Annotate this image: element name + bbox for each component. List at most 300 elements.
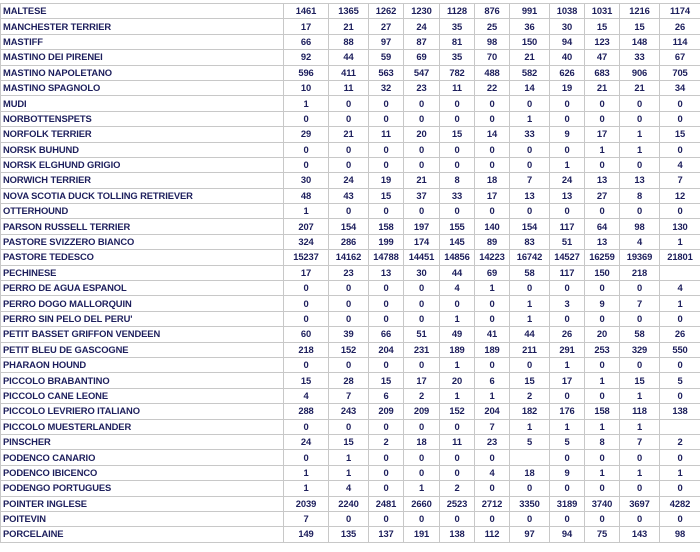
count-cell: 0: [440, 204, 475, 219]
table-row: [1, 96, 700, 111]
count-cell: 0: [329, 419, 369, 434]
count-cell: 1: [284, 465, 329, 480]
table-row: [1, 111, 700, 126]
count-cell: 23: [475, 434, 510, 449]
count-cell: 1: [284, 204, 329, 219]
table-row: [1, 373, 700, 388]
count-cell: 19: [369, 173, 404, 188]
count-cell: 0: [369, 311, 404, 326]
count-cell: 0: [369, 296, 404, 311]
count-cell: 2039: [284, 496, 329, 511]
count-cell: 0: [585, 204, 620, 219]
count-cell: 21801: [660, 250, 700, 265]
count-cell: 64: [585, 219, 620, 234]
count-cell: 1: [475, 388, 510, 403]
table-row: [1, 311, 700, 326]
count-cell: 6: [475, 373, 510, 388]
breed-name-cell: PICCOLO BRABANTINO: [1, 373, 284, 388]
count-cell: 11: [369, 127, 404, 142]
count-cell: 329: [620, 342, 660, 357]
count-cell: 0: [475, 142, 510, 157]
count-cell: 0: [440, 450, 475, 465]
breed-name-cell: OTTERHOUND: [1, 204, 284, 219]
count-cell: 411: [329, 65, 369, 80]
count-cell: 158: [369, 219, 404, 234]
count-cell: 0: [284, 357, 329, 372]
breed-name-cell: NORFOLK TERRIER: [1, 127, 284, 142]
count-cell: 67: [660, 50, 700, 65]
count-cell: 30: [550, 19, 585, 34]
count-cell: 97: [369, 34, 404, 49]
count-cell: 140: [475, 219, 510, 234]
count-cell: 243: [329, 404, 369, 419]
count-cell: 18: [404, 434, 440, 449]
count-cell: 0: [369, 204, 404, 219]
table-row: [1, 281, 700, 296]
count-cell: 1: [284, 481, 329, 496]
breed-name-cell: NORSK BUHUND: [1, 142, 284, 157]
count-cell: 0: [475, 481, 510, 496]
count-cell: 112: [475, 527, 510, 542]
count-cell: 88: [329, 34, 369, 49]
count-cell: 135: [329, 527, 369, 542]
count-cell: 18: [510, 465, 550, 480]
count-cell: 0: [550, 481, 585, 496]
count-cell: 1174: [660, 4, 700, 19]
count-cell: 0: [475, 111, 510, 126]
count-cell: 189: [475, 342, 510, 357]
breed-name-cell: PECHINESE: [1, 265, 284, 280]
count-cell: 44: [329, 50, 369, 65]
count-cell: 48: [284, 188, 329, 203]
count-cell: 0: [620, 357, 660, 372]
count-cell: 138: [440, 527, 475, 542]
count-cell: 1: [440, 311, 475, 326]
count-cell: 0: [440, 419, 475, 434]
count-cell: 51: [404, 327, 440, 342]
count-cell: 26: [550, 327, 585, 342]
count-cell: 0: [369, 157, 404, 172]
count-cell: 33: [510, 127, 550, 142]
count-cell: 4282: [660, 496, 700, 511]
count-cell: 0: [510, 142, 550, 157]
count-cell: 13: [550, 188, 585, 203]
count-cell: 209: [404, 404, 440, 419]
count-cell: 1038: [550, 4, 585, 19]
count-cell: 1: [620, 127, 660, 142]
count-cell: 24: [329, 173, 369, 188]
count-cell: 0: [329, 311, 369, 326]
count-cell: 4: [284, 388, 329, 403]
count-cell: 9: [585, 296, 620, 311]
count-cell: 0: [660, 357, 700, 372]
breed-name-cell: MUDI: [1, 96, 284, 111]
count-cell: 17: [475, 188, 510, 203]
count-cell: 118: [620, 404, 660, 419]
count-cell: 7: [284, 511, 329, 526]
count-cell: 15: [620, 19, 660, 34]
count-cell: 11: [440, 434, 475, 449]
breed-name-cell: PETIT BLEU DE GASCOGNE: [1, 342, 284, 357]
count-cell: 114: [660, 34, 700, 49]
count-cell: 324: [284, 234, 329, 249]
count-cell: 0: [329, 357, 369, 372]
breed-name-cell: MASTINO SPAGNOLO: [1, 80, 284, 95]
count-cell: 23: [404, 80, 440, 95]
count-cell: 0: [404, 204, 440, 219]
count-cell: 0: [620, 204, 660, 219]
count-cell: 1: [660, 465, 700, 480]
count-cell: 0: [550, 111, 585, 126]
table-row: [1, 204, 700, 219]
breed-name-cell: PETIT BASSET GRIFFON VENDEEN: [1, 327, 284, 342]
count-cell: 123: [585, 34, 620, 49]
count-cell: 0: [440, 157, 475, 172]
count-cell: 0: [620, 481, 660, 496]
count-cell: 20: [585, 327, 620, 342]
count-cell: [660, 419, 700, 434]
count-cell: 15: [369, 373, 404, 388]
count-cell: 138: [660, 404, 700, 419]
count-cell: 0: [284, 142, 329, 157]
count-cell: 149: [284, 527, 329, 542]
count-cell: 94: [550, 527, 585, 542]
count-cell: 8: [620, 188, 660, 203]
table-row: [1, 465, 700, 480]
count-cell: 1: [550, 357, 585, 372]
count-cell: 0: [585, 450, 620, 465]
count-cell: 288: [284, 404, 329, 419]
breed-name-cell: PERRO DOGO MALLORQUIN: [1, 296, 284, 311]
count-cell: 0: [369, 142, 404, 157]
count-cell: 14223: [475, 250, 510, 265]
count-cell: 155: [440, 219, 475, 234]
count-cell: 14451: [404, 250, 440, 265]
count-cell: 14527: [550, 250, 585, 265]
count-cell: 150: [510, 34, 550, 49]
count-cell: 60: [284, 327, 329, 342]
count-cell: 26: [660, 327, 700, 342]
count-cell: 0: [369, 96, 404, 111]
count-cell: 1: [510, 419, 550, 434]
table-row: [1, 404, 700, 419]
breed-name-cell: MALTESE: [1, 4, 284, 19]
breed-name-cell: MASTINO NAPOLETANO: [1, 65, 284, 80]
table-row: [1, 511, 700, 526]
count-cell: 11: [329, 80, 369, 95]
count-cell: 15237: [284, 250, 329, 265]
count-cell: 0: [404, 465, 440, 480]
count-cell: 0: [404, 511, 440, 526]
count-cell: 3740: [585, 496, 620, 511]
count-cell: 0: [620, 157, 660, 172]
count-cell: 98: [620, 219, 660, 234]
count-cell: 0: [404, 157, 440, 172]
count-cell: [510, 450, 550, 465]
count-cell: 15: [369, 188, 404, 203]
count-cell: 0: [369, 511, 404, 526]
count-cell: 5: [550, 434, 585, 449]
count-cell: 1: [404, 481, 440, 496]
count-cell: 1: [329, 450, 369, 465]
count-cell: 176: [550, 404, 585, 419]
count-cell: 0: [550, 281, 585, 296]
count-cell: 0: [585, 111, 620, 126]
count-cell: 0: [510, 96, 550, 111]
count-cell: 26: [660, 19, 700, 34]
count-cell: 0: [284, 111, 329, 126]
table-row: [1, 265, 700, 280]
count-cell: 0: [329, 296, 369, 311]
table-row: [1, 188, 700, 203]
count-cell: 25: [475, 19, 510, 34]
count-cell: 1262: [369, 4, 404, 19]
count-cell: 0: [510, 204, 550, 219]
breed-name-cell: PICCOLO LEVRIERO ITALIANO: [1, 404, 284, 419]
count-cell: 0: [620, 96, 660, 111]
count-cell: 33: [440, 188, 475, 203]
count-cell: 0: [585, 281, 620, 296]
table-row: [1, 296, 700, 311]
table-row: [1, 80, 700, 95]
count-cell: 66: [284, 34, 329, 49]
count-cell: 0: [475, 296, 510, 311]
count-cell: 0: [620, 111, 660, 126]
count-cell: 0: [660, 142, 700, 157]
count-cell: 2: [369, 434, 404, 449]
table-row: [1, 173, 700, 188]
count-cell: 14788: [369, 250, 404, 265]
breed-name-cell: PODENCO IBICENCO: [1, 465, 284, 480]
table-row: [1, 419, 700, 434]
count-cell: 191: [404, 527, 440, 542]
count-cell: 3: [550, 296, 585, 311]
table-row: [1, 50, 700, 65]
count-cell: 5: [660, 373, 700, 388]
count-cell: 13: [620, 173, 660, 188]
count-cell: 1: [510, 311, 550, 326]
count-cell: 49: [440, 327, 475, 342]
count-cell: 0: [585, 96, 620, 111]
count-cell: 21: [510, 50, 550, 65]
count-cell: 89: [475, 234, 510, 249]
count-cell: 253: [585, 342, 620, 357]
count-cell: 582: [510, 65, 550, 80]
count-cell: 0: [660, 111, 700, 126]
table-row: [1, 157, 700, 172]
breed-name-cell: PHARAON HOUND: [1, 357, 284, 372]
count-cell: 0: [284, 296, 329, 311]
breed-name-cell: NORBOTTENSPETS: [1, 111, 284, 126]
count-cell: 218: [284, 342, 329, 357]
count-cell: 0: [475, 450, 510, 465]
count-cell: 596: [284, 65, 329, 80]
count-cell: 209: [369, 404, 404, 419]
count-cell: 98: [660, 527, 700, 542]
count-cell: 17: [284, 19, 329, 34]
count-cell: 43: [329, 188, 369, 203]
count-cell: 9: [550, 127, 585, 142]
count-cell: 30: [284, 173, 329, 188]
table-row: [1, 4, 700, 19]
count-cell: 2660: [404, 496, 440, 511]
count-cell: 15: [585, 19, 620, 34]
count-cell: 15: [510, 373, 550, 388]
table-row: [1, 357, 700, 372]
count-cell: 0: [475, 157, 510, 172]
count-cell: 87: [404, 34, 440, 49]
count-cell: 0: [329, 281, 369, 296]
count-cell: 70: [475, 50, 510, 65]
count-cell: 0: [329, 142, 369, 157]
table-row: [1, 250, 700, 265]
table-body: [1, 4, 700, 543]
count-cell: 2: [404, 388, 440, 403]
count-cell: 12: [660, 188, 700, 203]
count-cell: 2712: [475, 496, 510, 511]
count-cell: 0: [329, 111, 369, 126]
count-cell: 75: [585, 527, 620, 542]
breed-name-cell: PASTORE SVIZZERO BIANCO: [1, 234, 284, 249]
count-cell: 0: [404, 96, 440, 111]
count-cell: 626: [550, 65, 585, 80]
breed-name-cell: MASTIFF: [1, 34, 284, 49]
count-cell: 9: [550, 465, 585, 480]
count-cell: 286: [329, 234, 369, 249]
count-cell: 117: [550, 219, 585, 234]
table-row: [1, 481, 700, 496]
count-cell: 51: [550, 234, 585, 249]
count-cell: 0: [620, 311, 660, 326]
count-cell: 3350: [510, 496, 550, 511]
count-cell: 39: [329, 327, 369, 342]
count-cell: 24: [404, 19, 440, 34]
count-cell: 0: [510, 357, 550, 372]
count-cell: 17: [585, 127, 620, 142]
count-cell: 550: [660, 342, 700, 357]
count-cell: 21: [620, 80, 660, 95]
count-cell: 0: [475, 357, 510, 372]
count-cell: 7: [660, 173, 700, 188]
count-cell: 148: [620, 34, 660, 49]
count-cell: 0: [550, 142, 585, 157]
count-cell: 27: [585, 188, 620, 203]
count-cell: 0: [550, 204, 585, 219]
count-cell: 0: [440, 96, 475, 111]
count-cell: 0: [284, 450, 329, 465]
count-cell: 28: [329, 373, 369, 388]
count-cell: 44: [440, 265, 475, 280]
count-cell: 4: [620, 234, 660, 249]
count-cell: 204: [475, 404, 510, 419]
breed-name-cell: MASTINO DEI PIRENEI: [1, 50, 284, 65]
count-cell: 1: [585, 373, 620, 388]
count-cell: 0: [510, 511, 550, 526]
count-cell: 117: [550, 265, 585, 280]
count-cell: 18: [475, 173, 510, 188]
count-cell: 1: [284, 96, 329, 111]
count-cell: 143: [620, 527, 660, 542]
count-cell: 0: [660, 511, 700, 526]
count-cell: 0: [284, 311, 329, 326]
count-cell: 158: [585, 404, 620, 419]
breed-name-cell: NORWICH TERRIER: [1, 173, 284, 188]
count-cell: 199: [369, 234, 404, 249]
count-cell: 0: [440, 465, 475, 480]
count-cell: 0: [475, 511, 510, 526]
table-row: [1, 19, 700, 34]
count-cell: 2: [660, 434, 700, 449]
count-cell: 3697: [620, 496, 660, 511]
count-cell: 182: [510, 404, 550, 419]
table-row: [1, 234, 700, 249]
count-cell: 0: [369, 465, 404, 480]
count-cell: 15: [660, 127, 700, 142]
count-cell: 0: [404, 142, 440, 157]
count-cell: 0: [660, 204, 700, 219]
breed-name-cell: MANCHESTER TERRIER: [1, 19, 284, 34]
count-cell: 4: [660, 281, 700, 296]
count-cell: 1: [475, 281, 510, 296]
count-cell: 21: [585, 80, 620, 95]
count-cell: 137: [369, 527, 404, 542]
count-cell: 0: [510, 481, 550, 496]
breed-name-cell: NORSK ELGHUND GRIGIO: [1, 157, 284, 172]
count-cell: 1: [620, 419, 660, 434]
count-cell: 1: [620, 465, 660, 480]
count-cell: 4: [329, 481, 369, 496]
count-cell: 7: [475, 419, 510, 434]
count-cell: 97: [510, 527, 550, 542]
count-cell: 1128: [440, 4, 475, 19]
count-cell: 32: [369, 80, 404, 95]
count-cell: 47: [585, 50, 620, 65]
count-cell: 1: [510, 296, 550, 311]
count-cell: 16742: [510, 250, 550, 265]
count-cell: 547: [404, 65, 440, 80]
count-cell: 0: [284, 281, 329, 296]
count-cell: 0: [404, 111, 440, 126]
count-cell: 0: [510, 157, 550, 172]
breed-name-cell: PERRO DE AGUA ESPANOL: [1, 281, 284, 296]
count-cell: 33: [620, 50, 660, 65]
count-cell: 0: [329, 204, 369, 219]
breed-name-cell: POITEVIN: [1, 511, 284, 526]
count-cell: 19369: [620, 250, 660, 265]
table-row: [1, 527, 700, 542]
breed-name-cell: PASTORE TEDESCO: [1, 250, 284, 265]
count-cell: 15: [440, 127, 475, 142]
count-cell: 0: [585, 311, 620, 326]
count-cell: 876: [475, 4, 510, 19]
count-cell: 1: [585, 465, 620, 480]
count-cell: 563: [369, 65, 404, 80]
count-cell: 1: [550, 419, 585, 434]
count-cell: 7: [620, 296, 660, 311]
breed-name-cell: PICCOLO CANE LEONE: [1, 388, 284, 403]
count-cell: 14: [510, 80, 550, 95]
count-cell: 15: [284, 373, 329, 388]
count-cell: 0: [475, 311, 510, 326]
count-cell: 0: [369, 281, 404, 296]
count-cell: 1: [620, 142, 660, 157]
count-cell: 5: [510, 434, 550, 449]
count-cell: 488: [475, 65, 510, 80]
count-cell: 0: [404, 357, 440, 372]
table-row: [1, 142, 700, 157]
count-cell: 0: [404, 296, 440, 311]
count-cell: 0: [585, 388, 620, 403]
